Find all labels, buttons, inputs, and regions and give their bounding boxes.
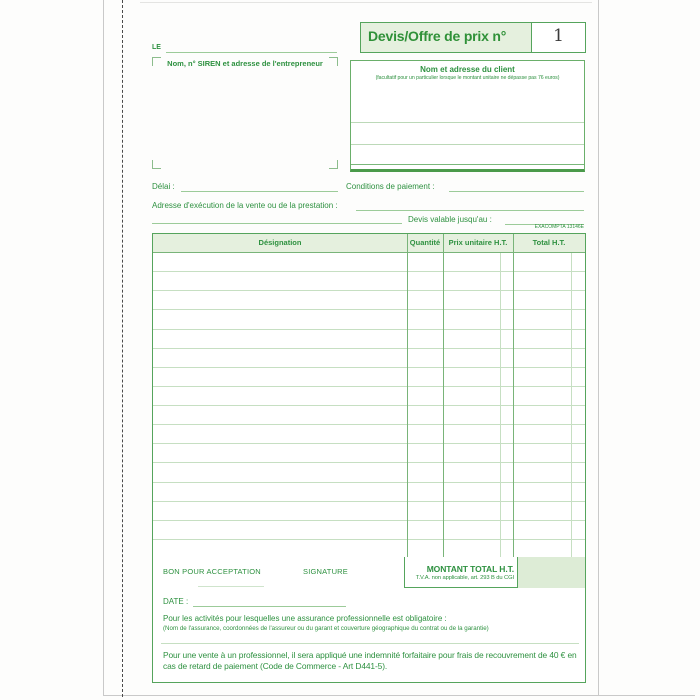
table-row (153, 540, 585, 558)
table-row (153, 425, 585, 444)
col-header-designation: Désignation (258, 238, 302, 247)
exacompta-ref-code: EXACOMPTA 13146E (534, 224, 584, 230)
date-footer-write-line (193, 597, 346, 607)
table-row (153, 330, 585, 349)
table-row (153, 502, 585, 521)
entrepreneur-corner-bottom-left (152, 160, 161, 169)
column-line-designation (407, 234, 408, 558)
table-row (153, 291, 585, 310)
col-header-quantite: Quantité (409, 238, 441, 247)
table-body (153, 253, 585, 558)
cents-divider-prix (500, 253, 501, 558)
conditions-write-line (449, 182, 584, 192)
client-box-title: Nom et adresse du client (420, 65, 515, 74)
valable-left-write-line (152, 214, 402, 224)
form-title: Devis/Offre de prix n° (368, 28, 507, 44)
client-address-box (350, 60, 585, 172)
delai-label: Délai : (152, 182, 175, 191)
column-line-quantite (443, 234, 444, 558)
table-row (153, 463, 585, 482)
table-row (153, 406, 585, 425)
client-write-line (351, 144, 584, 145)
paper-bottom-edge (103, 695, 695, 696)
table-row (153, 387, 585, 406)
page-top-edge (140, 2, 592, 3)
table-row (153, 483, 585, 502)
table-row (153, 349, 585, 368)
vente-professionnel-note: Pour une vente à un professionnel, il sera appliqué une indemnité forfaitaire pour frais de recouvrement de 40 € en cas de retard de paiement (Code de Commerce - Art D441-5). (163, 650, 577, 671)
table-row (153, 444, 585, 463)
client-write-line (351, 164, 584, 165)
signature-mini-line (198, 585, 264, 587)
client-box-subtitle: (facultatif pour un particulier lorsque le montant unitaire ne dépasse pas 76 euros) (375, 75, 560, 81)
form-title-box (360, 22, 586, 53)
montant-total-box (404, 557, 584, 588)
bon-pour-acceptation-label: BON POUR ACCEPTATION (163, 567, 261, 576)
conditions-label: Conditions de paiement : (346, 182, 435, 191)
cents-divider-total (571, 253, 572, 558)
date-label: DATE : (163, 597, 189, 606)
adresse-write-line (356, 201, 584, 211)
assurance-title: Pour les activités pour lesquelles une assurance professionnelle est obligatoire : (163, 614, 447, 623)
table-row (153, 253, 585, 272)
footer-box (152, 557, 586, 683)
paper-left-edge (103, 0, 104, 696)
devis-valable-label: Devis valable jusqu'au : (408, 215, 492, 224)
table-header-row (153, 234, 585, 253)
column-line-prix (513, 234, 514, 558)
footer-separator-line (161, 642, 579, 644)
table-row (153, 272, 585, 291)
form-number: 1 (531, 23, 585, 52)
client-write-line (351, 122, 584, 123)
montant-total-label: MONTANT TOTAL H.T. (426, 564, 514, 574)
pricing-table (152, 233, 586, 559)
signature-label: SIGNATURE (303, 567, 348, 576)
montant-total-amount-cell (517, 557, 585, 588)
table-row (153, 368, 585, 387)
tva-note: T.V.A. non applicable, art. 293 B du CGI (415, 575, 514, 581)
perforation-dashed-line (122, 0, 123, 697)
col-header-total: Total H.T. (532, 238, 566, 247)
table-row (153, 521, 585, 540)
entrepreneur-corner-bottom-right (329, 160, 338, 169)
assurance-note: (Nom de l'assurance, coordonnées de l'assureur ou du garant et couverture géographique du contrat ou de la garantie) (163, 625, 489, 632)
entrepreneur-box-label: Nom, n° SIREN et adresse de l'entrepreneur (167, 59, 323, 68)
date-write-line (166, 44, 337, 53)
delai-write-line (181, 182, 338, 192)
col-header-prix-unitaire: Prix unitaire H.T. (448, 238, 508, 247)
table-row (153, 310, 585, 329)
date-prefix-label: LE (152, 44, 161, 51)
adresse-execution-label: Adresse d'exécution de la vente ou de la prestation : (152, 201, 338, 210)
paper-right-edge (598, 0, 599, 696)
